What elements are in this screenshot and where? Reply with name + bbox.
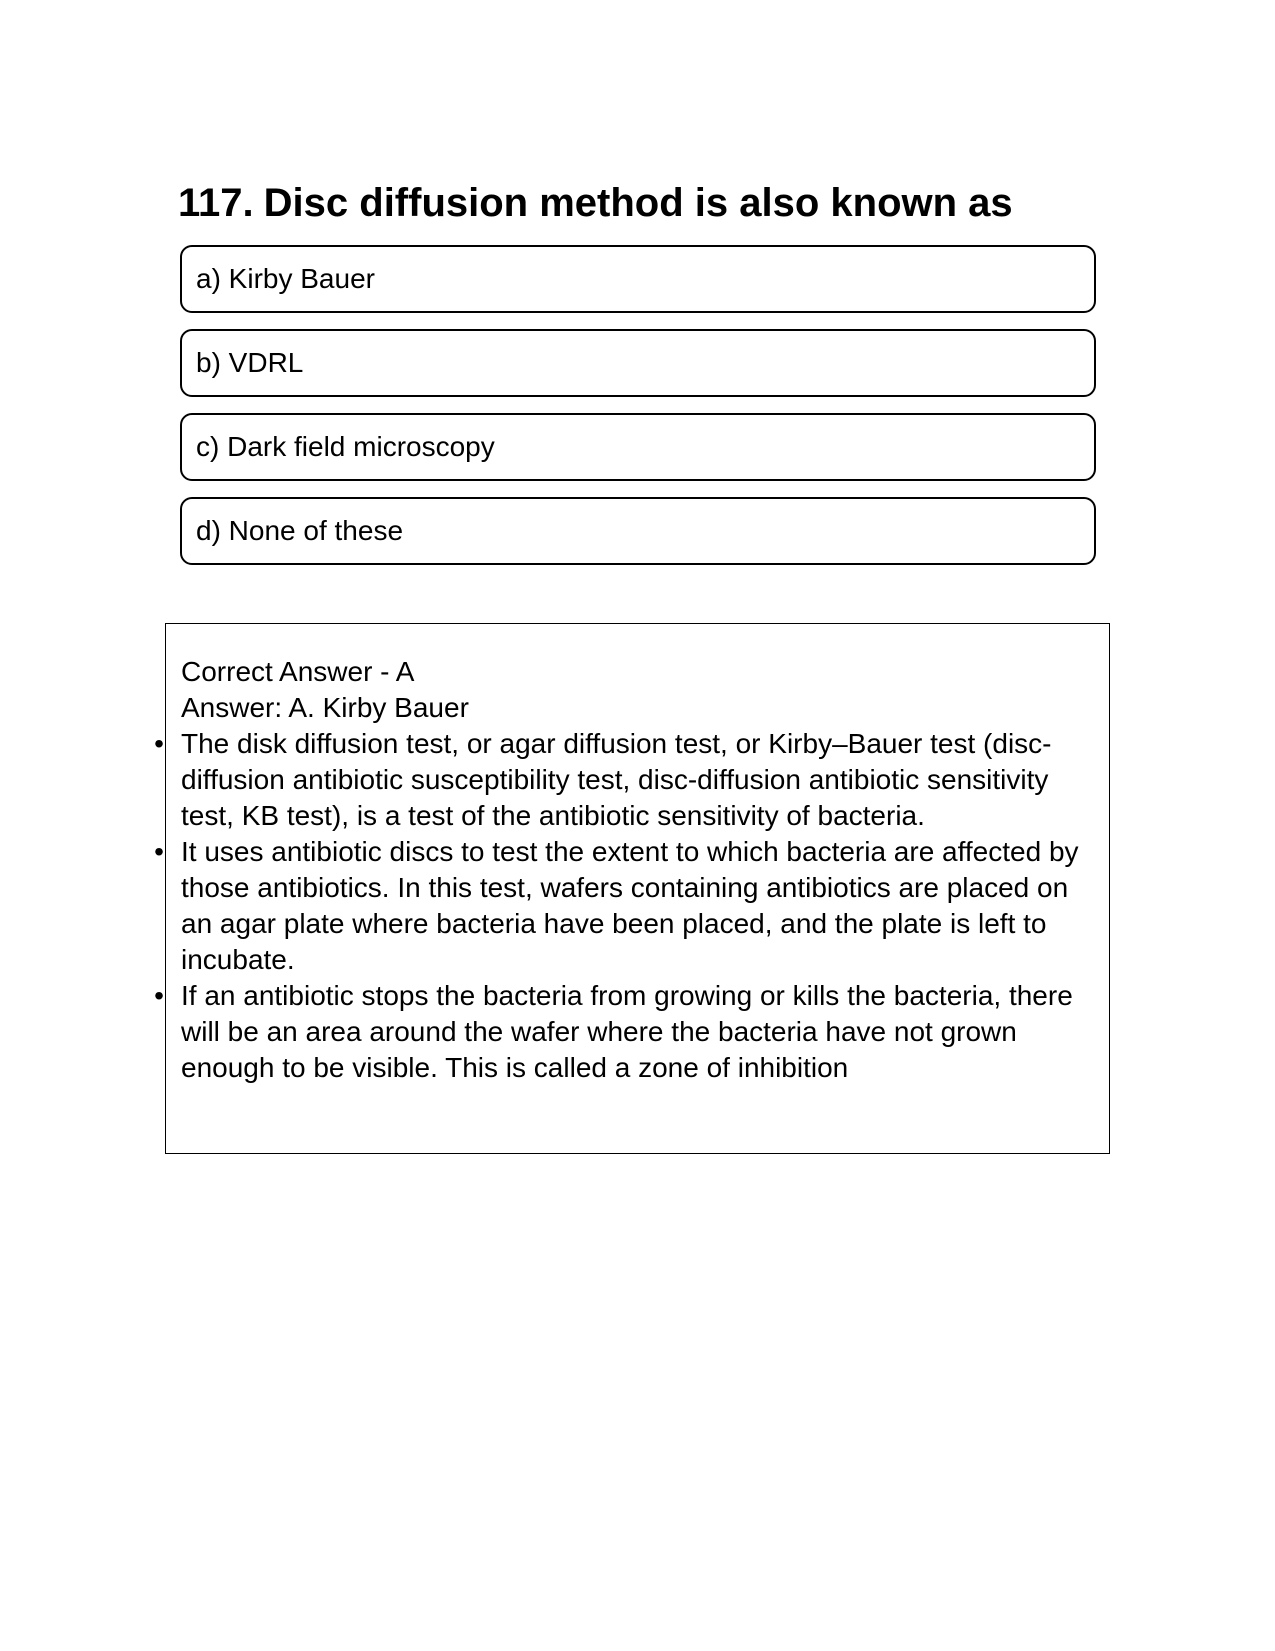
question-heading (178, 178, 1098, 228)
explanation-bullets (154, 726, 1091, 1086)
option-d[interactable]: d) None of these (180, 497, 1096, 565)
explanation-bullet-3 (154, 978, 1091, 1086)
correct-answer-line: Correct Answer - A (181, 656, 415, 687)
option-c[interactable]: c) Dark field microscopy (180, 413, 1096, 481)
answer-explanation (154, 654, 1091, 1086)
explanation-bullet-text: It uses antibiotic discs to test the extent to which bacteria are affected by those antibiotics. In this test, wafers containing antibiotics are placed on an agar plate where bacteria have been placed, and the plate is left to incubate. (181, 836, 1079, 975)
explanation-bullet-text: The disk diffusion test, or agar diffusion test, or Kirby–Bauer test (disc-diffusion antibiotic susceptibility test, disc-diffusion antibiotic sensitivity test, KB test), is a test of the antibiotic sensitivity of bacteria. (181, 728, 1052, 831)
option-b[interactable]: b) VDRL (180, 329, 1096, 397)
question-text: Disc diffusion method is also known as (263, 181, 1013, 225)
answer-line: Answer: A. Kirby Bauer (181, 692, 469, 723)
bullet-icon: • (154, 980, 164, 1011)
option-a[interactable]: a) Kirby Bauer (180, 245, 1096, 313)
explanation-bullet-text: If an antibiotic stops the bacteria from growing or kills the bacteria, there will be an area around the wafer where the bacteria have not grown enough to be visible. This is called a zone of inhibition (181, 980, 1073, 1083)
bullet-icon: • (154, 728, 164, 759)
explanation-bullet-1 (154, 726, 1091, 834)
options-list (180, 245, 1096, 581)
explanation-bullet-2 (154, 834, 1091, 978)
bullet-icon: • (154, 836, 164, 867)
question-number: 117. (178, 181, 254, 225)
